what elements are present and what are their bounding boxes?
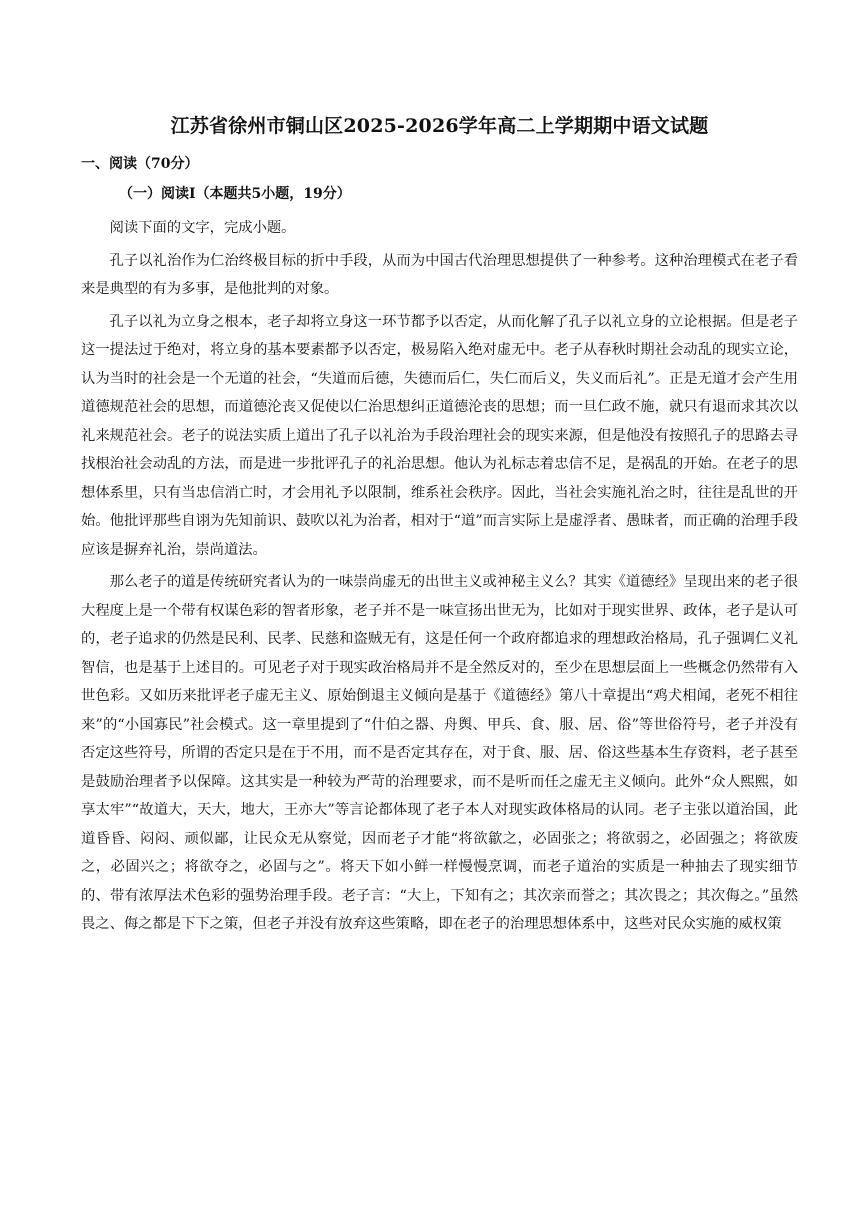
body-paragraph: 孔子以礼为立身之根本，老子却将立身这一环节都予以否定，从而化解了孔子以礼立身的立论根据。但是老子这一提法过于绝对，将立身的基本要素都予以否定，极易陷入绝对虚无中。老子从春秋时期社会动乱的现实立论，认为当时的社会是一个无道的社会，“失道而后德，失德而后仁，失仁而后义，失义而后礼”。正是无道才会产生用道德规范社会的思想，而道德沦丧又促使以仁治思想纠正道德沦丧的思想；而一旦仁政不施，就只有退而求其次以礼来规范社会。老子的说法实质上道出了孔子以礼治为手段治理社会的现实来源，但是他没有按照孔子的思路去寻找根治社会动乱的方法，而是进一步批评孔子的礼治思想。他认为礼标志着忠信不足，是祸乱的开始。在老子的思想体系里，只有当忠信消亡时，才会用礼予以限制，维系社会秩序。因此，当社会实施礼治之时，往往是乱世的开始。他批评那些自诩为先知前识、鼓吹以礼为治者，相对于“道”而言实际上是虚浮者、愚昧者，而正确的治理手段应该是摒弃礼治，崇尚道法。 [81, 313, 798, 558]
section-heading: 一、阅读（70分） [81, 156, 199, 172]
subsection-heading: （一）阅读Ⅰ（本题共5小题，19分） [119, 186, 351, 202]
body-paragraph: 那么老子的道是传统研究者认为的一味崇尚虚无的出世主义或神秘主义么？其实《道德经》呈现出来的老子很大程度上是一个带有权谋色彩的智者形象，老子并不是一味宣扬出世无为，比如对于现实世界、政体，老子是认可的，老子追求的仍然是民利、民孝、民慈和盗贼无有，这是任何一个政府都追求的理想政治格局，孔子强调仁义礼智信，也是基于上述目的。可见老子对于现实政治格局并不是全然反对的，至少在思想层面上一些概念仍然带有入世色彩。又如历来批评老子虚无主义、原始倒退主义倾向是基于《道德经》第八十章提出“鸡犬相闻，老死不相往来”的“小国寡民”社会模式。这一章里提到了“什伯之器、舟舆、甲兵、食、服、居、俗”等世俗符号，老子并没有否定这些符号，所谓的否定只是在于不用，而不是否定其存在，对于食、服、居、俗这些基本生存资料，老子甚至是鼓励治理者予以保障。这其实是一种较为严苛的治理要求，而不是听而任之虚无主义倾向。此外“众人熙熙，如享太牢”“故道大，天大，地大，王亦大”等言论都体现了老子本人对现实政体格局的认同。老子主张以道治国，此道昏昏、闷闷、顽似鄙，让民众无从察觉，因而老子才能“将欲歙之，必固张之；将欲弱之，必固强之；将欲废之，必固兴之；将欲夺之，必固与之”。将天下如小鲜一样慢慢烹调，而老子道治的实质是一种抽去了现实细节的、带有浓厚法术色彩的强势治理手段。老子言：“大上，下知有之；其次亲而誉之；其次畏之；其次侮之。”虽然畏之、侮之都是下下之策，但老子并没有放弃这些策略，即在老子的治理思想体系中，这些对民众实施的威权策 [81, 574, 798, 932]
document-title: 江苏省徐州市铜山区2025-2026学年高二上学期期中语文试题 [170, 115, 709, 137]
instruction-paragraph: 阅读下面的文字，完成小题。 [109, 220, 296, 236]
body-paragraph: 孔子以礼治作为仁治终极目标的折中手段，从而为中国古代治理思想提供了一种参考。这种治理模式在老子看来是典型的有为多事，是他批判的对象。 [81, 252, 798, 297]
